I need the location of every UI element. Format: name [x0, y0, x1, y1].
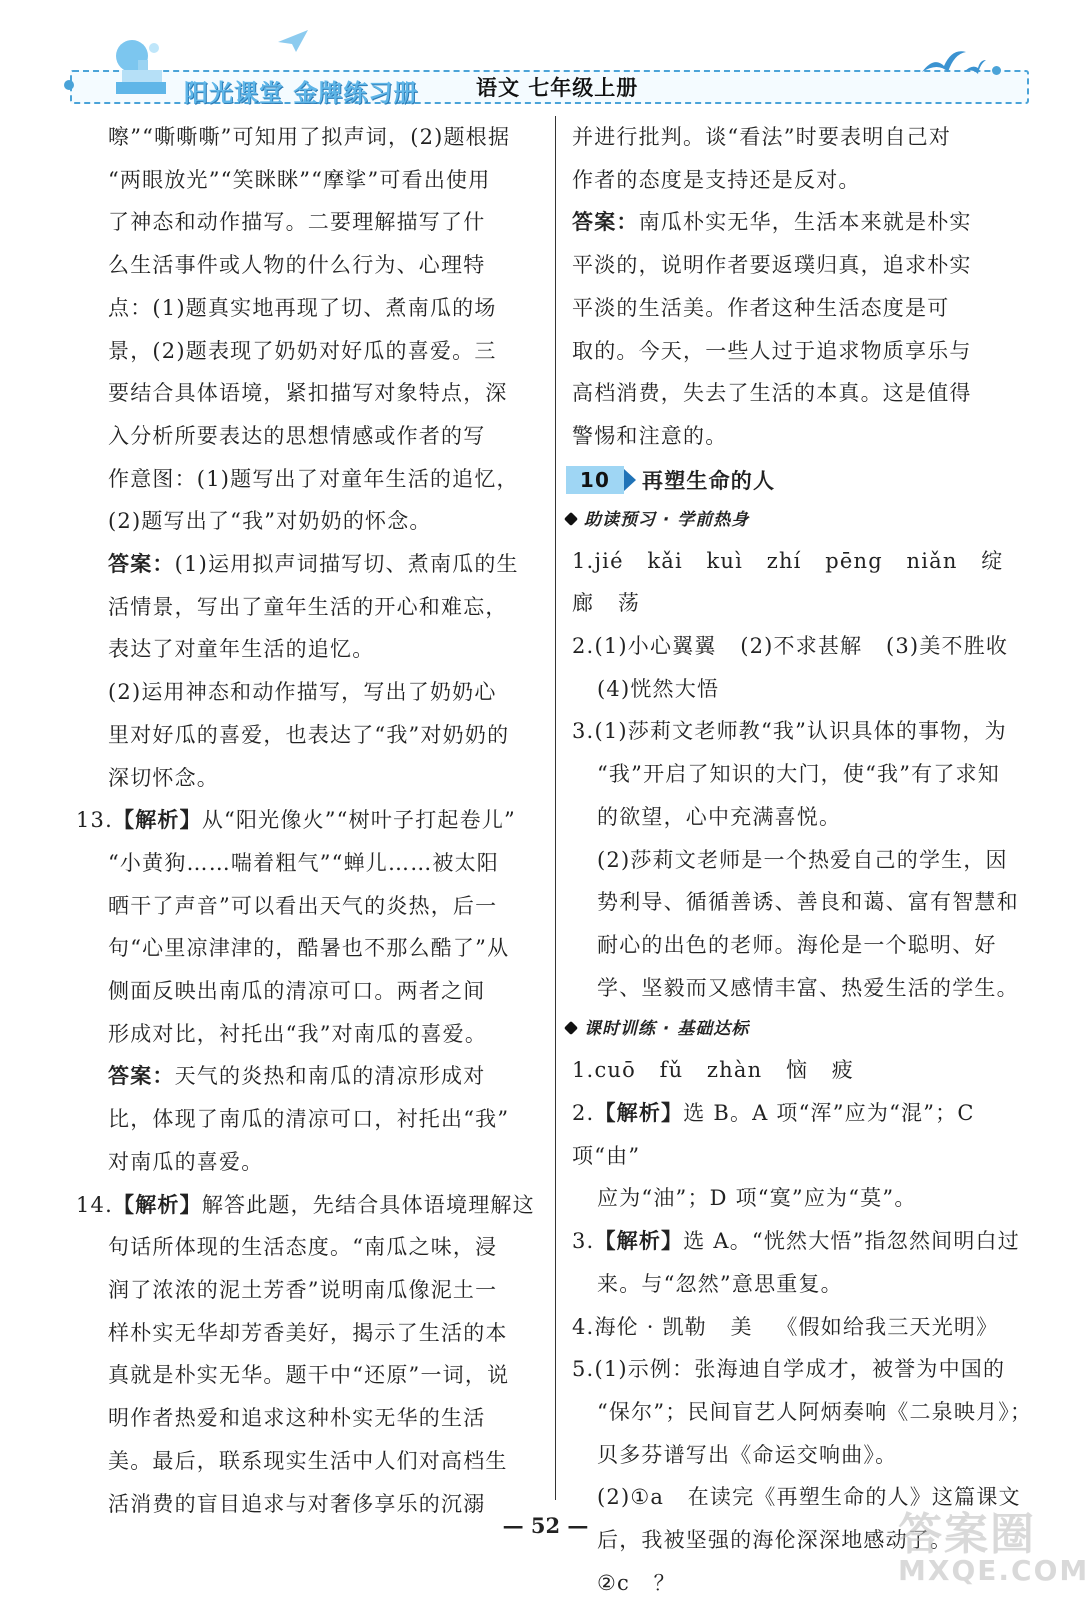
- text-line: 晒干了声音”可以看出天气的炎热，后一: [108, 893, 498, 918]
- header-subject: 语文 七年级上册: [476, 76, 639, 100]
- analysis-text: 解答此题，先结合具体语境理解这: [201, 1192, 535, 1217]
- text-line: 平淡的，说明作者要返璞归真，追求朴实: [572, 253, 972, 278]
- item-number: 2.: [572, 634, 595, 659]
- analysis-label: 【解析】: [113, 808, 202, 833]
- answer-12-line: [108, 543, 548, 586]
- item-number: 3.: [572, 1229, 595, 1254]
- item-text: cuō fǔ zhàn 恼 疲: [594, 1058, 855, 1083]
- text-line: 了神态和动作描写。二要理解描写了什: [108, 210, 486, 235]
- question-13-line: [76, 799, 548, 842]
- left-column: [76, 116, 548, 1525]
- answer-text: 南瓜朴实无华，生活本来就是朴实: [638, 210, 972, 235]
- text-line: 要结合具体语境，紧扣描写对象特点，深: [108, 381, 508, 406]
- text-line: 么生活事件或人物的什么行为、心理特: [108, 253, 486, 278]
- item-text: (1)小心翼翼 (2)不求甚解 (3)美不胜收: [594, 634, 1009, 659]
- text-line: 耐心的出色的老师。海伦是一个聪明、好: [597, 932, 997, 957]
- list-item: [572, 710, 1042, 753]
- text-line: 取的。今天，一些人过于追求物质享乐与: [572, 338, 972, 363]
- item-text: (1)示例：张海迪自学成才，被誉为中国的: [594, 1357, 1006, 1382]
- watermark-text: 答案圈: [898, 1509, 1036, 1560]
- text-line: (2)①a 在读完《再塑生命的人》这篇课文: [597, 1485, 1021, 1510]
- section-title: 课时训练 · 基础达标: [584, 1019, 750, 1040]
- diamond-icon: [564, 512, 578, 526]
- watermark-url: MXQE.COM: [898, 1554, 1090, 1587]
- text-line: 势利导、循循善诱、善良和蔼、富有智慧和: [597, 890, 1019, 915]
- text-line: 警惕和注意的。: [572, 423, 728, 448]
- text-line: 作意图：(1)题写出了对童年生活的追忆，: [108, 466, 519, 491]
- text-line: 真就是朴实无华。题干中“还原”一词，说: [108, 1363, 510, 1388]
- list-item: [572, 1092, 1042, 1177]
- lesson-number: 10: [566, 466, 624, 494]
- paper-plane-icon: [278, 30, 308, 52]
- birds-icon: [920, 42, 986, 80]
- header-brand: 阳光课堂 金牌练习册: [184, 79, 419, 107]
- text-line: ②c ？: [597, 1570, 676, 1595]
- text-line: 侧面反映出南瓜的清凉可口。两者之间: [108, 979, 486, 1004]
- item-text: jié kǎi kuì zhí pēng niǎn 绽 廊 荡: [572, 548, 1028, 616]
- text-line: 并进行批判。谈“看法”时要表明自己对: [572, 125, 952, 149]
- answer-label: 答案：: [108, 1064, 175, 1089]
- list-item: [572, 1220, 1042, 1263]
- text-line: 表达了对童年生活的追忆。: [108, 637, 375, 662]
- text-line: 明作者热爱和追求这种朴实无华的生活: [108, 1406, 486, 1431]
- text-line: 来。与“忽然”意思重复。: [597, 1271, 843, 1296]
- list-item: [572, 1348, 1042, 1391]
- question-number: 14.: [76, 1192, 113, 1217]
- list-item: [572, 540, 1042, 625]
- text-line: 高档消费，失去了生活的本真。这是值得: [572, 381, 972, 406]
- list-item: [572, 625, 1042, 668]
- item-text: 海伦 · 凯勒 美 《假如给我三天光明》: [594, 1314, 999, 1339]
- header-dot-left: [64, 80, 74, 90]
- list-item: [572, 1049, 1042, 1092]
- item-number: 3.: [572, 719, 595, 744]
- text-line: 样朴实无华却芳香美好，揭示了生活的本: [108, 1320, 508, 1345]
- text-line: 比，体现了南瓜的清凉可口，衬托出“我”: [108, 1107, 510, 1132]
- text-line: 的欲望，心中充满喜悦。: [597, 804, 842, 829]
- text-line: 句“心里凉津津的，酷暑也不那么酷了”从: [108, 936, 510, 961]
- text-line: 贝多芬谱写出《命运交响曲》。: [597, 1442, 898, 1467]
- item-number: 4.: [572, 1314, 595, 1339]
- text-line: “小黄狗……喘着粗气”“蝉儿……被太阳: [108, 850, 500, 875]
- item-number: 5.: [572, 1357, 595, 1382]
- text-line: 活情景，写出了童年生活的开心和难忘，: [108, 594, 508, 619]
- text-line: (4)恍然大悟: [597, 676, 720, 701]
- text-line: 点：(1)题真实地再现了切、煮南瓜的场: [108, 295, 497, 320]
- analysis-label: 【解析】: [594, 1229, 684, 1254]
- analysis-text: 从“阳光像火”“树叶子打起卷儿”: [201, 808, 516, 833]
- text-line: “我”开启了知识的大门，使“我”有了求知: [597, 762, 1000, 787]
- text-line: (2)莎莉文老师是一个热爱自己的学生，因: [597, 847, 1008, 872]
- text-line: 嚓”“嘶嘶嘶”可知用了拟声词，(2)题根据: [108, 125, 511, 149]
- answer-label: 答案：: [108, 552, 175, 577]
- text-line: 里对好瓜的喜爱，也表达了“我”对奶奶的: [108, 722, 510, 747]
- section-heading-practice: [566, 1009, 1042, 1049]
- header-dot-right: [992, 66, 1001, 75]
- text-line: 景，(2)题表现了奶奶对好瓜的喜爱。三: [108, 338, 497, 363]
- analysis-label: 【解析】: [113, 1192, 202, 1217]
- text-line: 入分析所要表达的思想情感或作者的写: [108, 423, 486, 448]
- analysis-label: 【解析】: [594, 1101, 684, 1126]
- diamond-icon: [564, 1021, 578, 1035]
- page-header: [64, 60, 1029, 110]
- watermark-logo: [898, 1498, 1090, 1588]
- column-divider: [555, 116, 556, 1500]
- item-number: 1.: [572, 548, 595, 573]
- item-number: 1.: [572, 1058, 595, 1083]
- list-item: [572, 1306, 1042, 1349]
- text-line: (2)题写出了“我”对奶奶的怀念。: [108, 509, 432, 534]
- answer-text: 天气的炎热和南瓜的清凉形成对: [174, 1064, 486, 1089]
- item-text: (1)莎莉文老师教“我”认识具体的事物，为: [594, 719, 1007, 744]
- text-line: 作者的态度是支持还是反对。: [572, 167, 861, 192]
- item-text: 选 B。A 项“浑”应为“混”；C 项“由”: [572, 1101, 983, 1168]
- telescope-logo-icon: [108, 34, 168, 96]
- item-text: 选 A。“恍然大悟”指忽然间明白过: [683, 1229, 1020, 1254]
- text-line: 美。最后，联系现实生活中人们对高档生: [108, 1448, 508, 1473]
- section-title: 助读预习 · 学前热身: [584, 509, 750, 530]
- text-line: 平淡的生活美。作者这种生活态度是可: [572, 295, 950, 320]
- question-number: 13.: [76, 808, 113, 833]
- lesson-heading: [566, 460, 1042, 500]
- answer-label: 答案：: [572, 210, 639, 235]
- text-line: 对南瓜的喜爱。: [108, 1149, 264, 1174]
- text-line: 应为“油”；D 项“寞”应为“莫”。: [597, 1186, 917, 1211]
- arrow-icon: [624, 469, 636, 491]
- question-14-line: [76, 1184, 548, 1227]
- text-line: 形成对比，衬托出“我”对南瓜的喜爱。: [108, 1021, 488, 1046]
- text-line: “两眼放光”“笑眯眯”“摩挲”可看出使用: [108, 167, 491, 192]
- page-number: — 52 —: [502, 1513, 589, 1538]
- lesson-title: 再塑生命的人: [642, 468, 776, 493]
- text-line: 后，我被坚强的海伦深深地感动了。: [597, 1528, 953, 1553]
- text-line: 活消费的盲目追求与对奢侈享乐的沉溺: [108, 1491, 486, 1516]
- section-heading-preview: [566, 500, 1042, 540]
- text-line: 学、坚毅而又感情丰富、热爱生活的学生。: [597, 975, 1019, 1000]
- item-number: 2.: [572, 1101, 595, 1126]
- answer-text: (1)运用拟声词描写切、煮南瓜的生: [174, 552, 519, 577]
- answer-14-line: [572, 201, 1042, 244]
- text-line: 深切怀念。: [108, 765, 219, 790]
- right-column: [572, 116, 1042, 1605]
- text-line: “保尔”；民间盲艺人阿炳奏响《二泉映月》；: [597, 1399, 1033, 1424]
- answer-13-line: [108, 1055, 548, 1098]
- text-line: (2)运用神态和动作描写，写出了奶奶心: [108, 680, 497, 705]
- text-line: 润了浓浓的泥土芳香”说明南瓜像泥土一: [108, 1277, 498, 1302]
- text-line: 句话所体现的生活态度。“南瓜之味，浸: [108, 1235, 498, 1260]
